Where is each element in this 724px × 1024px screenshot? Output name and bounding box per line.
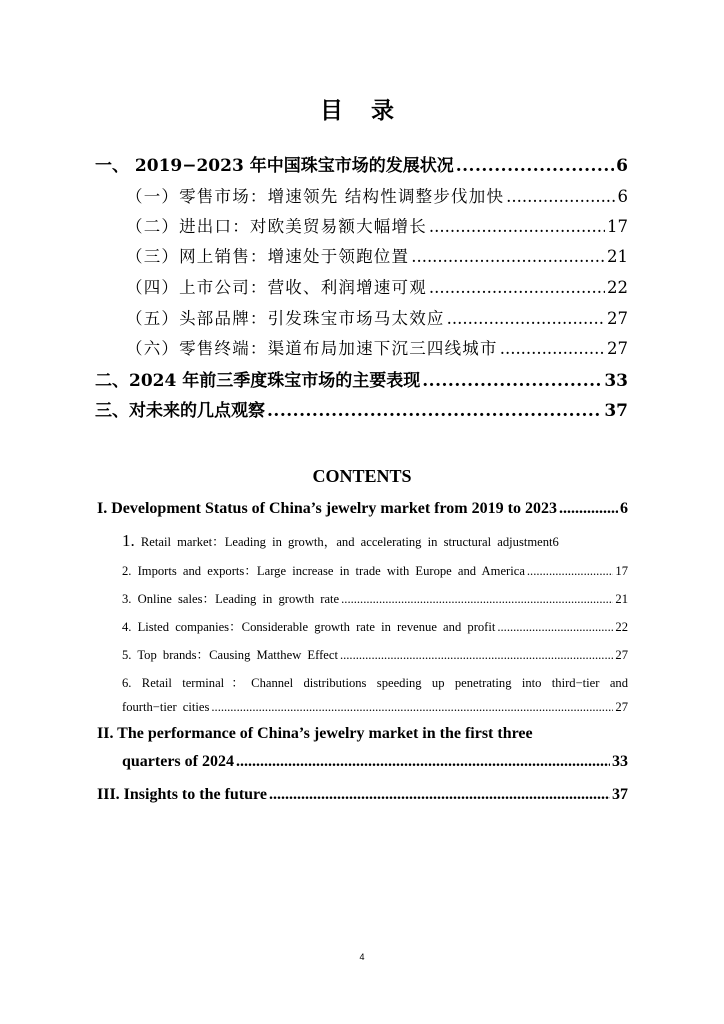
toc-entry-cn-1-6[interactable] bbox=[126, 335, 628, 359]
toc-entry-page: 33 bbox=[604, 371, 628, 391]
toc-entry-text: Retail market：Leading in growth，and accelerating in structural adjustment bbox=[140, 535, 553, 549]
toc-entry-page: 37 bbox=[604, 401, 628, 421]
toc-entry-en-1-6[interactable] bbox=[122, 700, 628, 715]
toc-entry-label: （一）零售市场：增速领先 结构性调整步伐加快 bbox=[126, 187, 505, 206]
toc-entry-page: 6 bbox=[620, 500, 628, 517]
toc-entry-cn-1-2[interactable] bbox=[126, 213, 628, 237]
dot-leader bbox=[429, 278, 605, 297]
toc-entry-number: 1. bbox=[122, 531, 135, 550]
toc-entry-cn-1-3[interactable] bbox=[126, 243, 628, 267]
toc-entry-label bbox=[122, 531, 553, 551]
toc-entry-en-1-4[interactable] bbox=[122, 616, 628, 635]
toc-title-cn: 目 录 bbox=[319, 97, 404, 124]
dot-leader bbox=[267, 401, 602, 421]
toc-entry-label: （五）头部品牌：引发珠宝市场马太效应 bbox=[126, 309, 445, 328]
dot-leader bbox=[497, 620, 613, 635]
toc-entry-en-2[interactable] bbox=[122, 753, 628, 771]
dot-leader bbox=[506, 187, 615, 206]
toc-entry-page: 22 bbox=[607, 278, 628, 297]
dot-leader bbox=[411, 247, 605, 266]
toc-entry-page: 17 bbox=[615, 564, 628, 578]
toc-entry-cn-3[interactable] bbox=[95, 396, 628, 421]
toc-entry-en-1-3[interactable] bbox=[122, 588, 628, 607]
toc-entry-label: 3. Online sales：Leading in growth rate bbox=[122, 592, 340, 606]
toc-entry-page: 6 bbox=[617, 187, 628, 206]
toc-entry-page: 37 bbox=[612, 786, 628, 803]
toc-entry-label: 三、对未来的几点观察 bbox=[95, 401, 265, 421]
toc-entry-en-3[interactable] bbox=[97, 786, 628, 804]
toc-entry-label: 4. Listed companies：Considerable growth rate in revenue and profit bbox=[122, 620, 496, 634]
toc-title-en: CONTENTS bbox=[312, 466, 412, 486]
dot-leader bbox=[447, 309, 605, 328]
toc-entry-page: 33 bbox=[612, 753, 628, 770]
toc-entry-en-1[interactable] bbox=[97, 500, 628, 518]
toc-entry-en-1-5[interactable] bbox=[122, 644, 628, 663]
toc-entry-label: I. Development Status of China’s jewelry market from 2019 to 2023 bbox=[97, 500, 557, 517]
toc-entry-page: 27 bbox=[615, 700, 628, 714]
toc-entry-label: （六）零售终端：渠道布局加速下沉三四线城市 bbox=[126, 339, 498, 358]
dot-leader bbox=[211, 700, 613, 715]
toc-entry-label: quarters of 2024 bbox=[122, 753, 234, 770]
toc-entry-cn-1-4[interactable] bbox=[126, 274, 628, 298]
toc-entry-page: 21 bbox=[615, 592, 628, 606]
toc-entry-label: fourth−tier cities bbox=[122, 700, 210, 714]
toc-entry-page: 27 bbox=[607, 309, 628, 328]
toc-entry-label: 5. Top brands：Causing Matthew Effect bbox=[122, 648, 338, 662]
toc-entry-page: 27 bbox=[607, 339, 628, 358]
toc-entry-cn-2[interactable] bbox=[95, 366, 628, 391]
dot-leader bbox=[559, 500, 618, 518]
dot-leader bbox=[269, 786, 610, 804]
toc-entry-page: 27 bbox=[615, 648, 628, 662]
toc-entry-page: 22 bbox=[615, 620, 628, 634]
toc-entry-cn-1-5[interactable] bbox=[126, 305, 628, 329]
dot-leader bbox=[500, 339, 605, 358]
page-number: 4 bbox=[359, 952, 365, 962]
toc-entry-en-2-line1[interactable]: II. The performance of China’s jewelry market in the first three bbox=[97, 725, 533, 742]
toc-entry-en-1-1[interactable] bbox=[122, 531, 628, 551]
dot-leader bbox=[527, 564, 614, 579]
toc-entry-label: III. Insights to the future bbox=[97, 786, 267, 803]
toc-entry-label: 一、 2019−2023 年中国珠宝市场的发展状况 bbox=[95, 156, 454, 176]
toc-entry-label: （三）网上销售：增速处于领跑位置 bbox=[126, 247, 410, 266]
toc-entry-cn-1-1[interactable] bbox=[126, 183, 628, 207]
dot-leader bbox=[236, 753, 610, 771]
dot-leader bbox=[340, 648, 613, 663]
dot-leader bbox=[429, 217, 605, 236]
toc-entry-page: 17 bbox=[607, 217, 628, 236]
toc-entry-label: （二）进出口：对欧美贸易额大幅增长 bbox=[126, 217, 427, 236]
dot-leader bbox=[422, 371, 602, 391]
toc-entry-label: （四）上市公司：营收、利润增速可观 bbox=[126, 278, 427, 297]
toc-entry-page: 6 bbox=[616, 156, 628, 176]
toc-entry-page: 21 bbox=[607, 247, 628, 266]
toc-entry-page: 6 bbox=[552, 535, 559, 549]
toc-entry-label: 2. Imports and exports：Large increase in trade with Europe and America bbox=[122, 564, 525, 578]
toc-entry-label: 二、2024 年前三季度珠宝市场的主要表现 bbox=[95, 371, 421, 391]
dot-leader bbox=[341, 592, 613, 607]
dot-leader bbox=[456, 156, 614, 176]
toc-entry-cn-1[interactable] bbox=[95, 151, 628, 176]
toc-entry-en-1-2[interactable] bbox=[122, 560, 628, 579]
toc-entry-en-1-6-line1[interactable]: 6. Retail terminal：Channel distributions speeding up penetrating into third−tier and bbox=[122, 676, 628, 690]
